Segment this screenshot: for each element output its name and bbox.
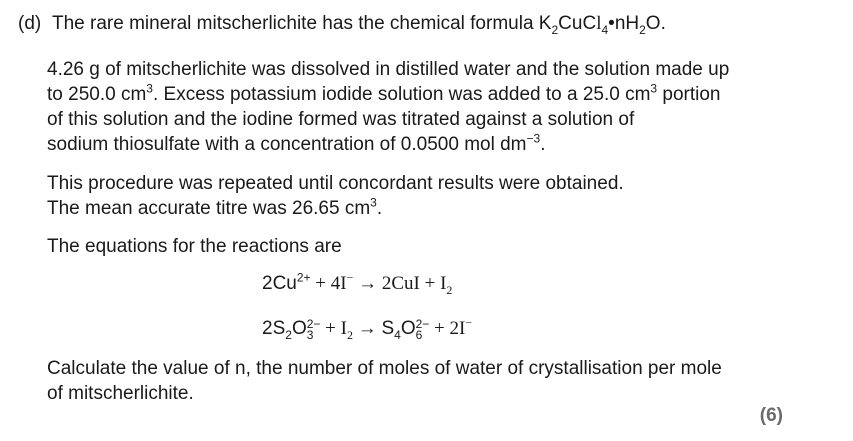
p2-sup: 3 [370,195,377,210]
eq2-s4-sub: 4 [394,327,401,342]
p2-line2 [47,196,807,221]
paragraph-results [47,171,807,221]
formula-h-sub: 2 [639,22,646,37]
eq1-cu: 2Cu [262,273,297,294]
eq2-s4: S [381,318,395,339]
question-intro [52,13,666,35]
p1-line2 [47,82,807,107]
formula-o: O. [645,13,666,34]
question-label: (d) [18,13,42,34]
eq2-o: O [291,318,307,339]
eq2-o-charge: 2− [306,317,321,331]
p1-line2c: portion [657,84,721,105]
p4-line2: of mitscherlichite. [47,383,194,404]
p2-line2a: The mean accurate titre was 26.65 cm [47,198,371,219]
eq1-cu-charge: 2+ [296,270,311,285]
formula-cucl: CuC [558,13,597,34]
p1-line4a: sodium thiosulfate with a concentration of 0.0500 mol dm [47,134,527,155]
p1-line2a: to 250.0 cm [47,84,147,105]
paragraph-equations-intro: The equations for the reactions are [47,236,342,257]
p1-line4 [47,132,807,157]
eq2-o6: O [400,318,416,339]
eq2-o6-sub: 6 [415,328,423,342]
intro-text: The rare mineral mitscherlichite has the chemical formula [52,13,539,34]
p2-line2b: . [376,198,383,219]
p1-sup3: −3 [526,131,541,146]
eq2-o6-charge: 2− [415,317,430,331]
p1-line3: of this solution and the iodine formed was titrated against a solution of [47,109,635,130]
eq1-arrow: → [353,273,382,294]
eq1-products: 2CuI + I [381,273,447,294]
p1-sup2: 3 [650,81,658,96]
p2-line1: This procedure was repeated until concordant results were obtained. [47,173,624,194]
formula-k: K [538,13,552,34]
formula-dot: • [608,13,615,34]
eq2-iodine: + I [320,318,347,339]
eq2-o6-scripts [416,319,430,341]
formula-k-sub: 2 [551,22,559,37]
p4-line1: Calculate the value of n, the number of moles of water of crystallisation per mole [47,358,722,379]
marks-label: (6) [759,405,783,426]
eq2-arrow: → [352,318,382,339]
eq1-iodide: + 4I [310,273,347,294]
eq2-iodide: + 2I [429,318,466,339]
p1-sup1: 3 [146,81,153,96]
eq2-i2-sub: 2 [346,327,353,342]
formula-nh: nH [614,13,640,34]
eq1-i2-sub: 2 [446,282,453,297]
eq2-s: 2S [262,318,286,339]
paragraph-procedure [47,57,807,157]
p1-line1: 4.26 g of mitscherlichite was dissolved in distilled water and the solution made up [47,59,730,80]
eq1-iodide-charge: − [346,270,354,285]
formula-cl-sub: 4 [601,22,609,37]
eq2-o-sub: 3 [306,328,314,342]
p1-line2b: . Excess potassium iodide solution was added to a 25.0 cm [152,84,651,105]
formula-l-glyph: l [596,13,602,34]
p1-line4b: . [540,134,546,155]
eq2-iodide-charge: − [465,315,473,330]
paragraph-task [47,356,807,406]
equation-1 [262,270,453,297]
eq2-o-scripts [307,319,321,341]
equation-2 [262,315,473,342]
eq2-s-sub: 2 [285,327,292,342]
chemical-formula [538,13,666,37]
